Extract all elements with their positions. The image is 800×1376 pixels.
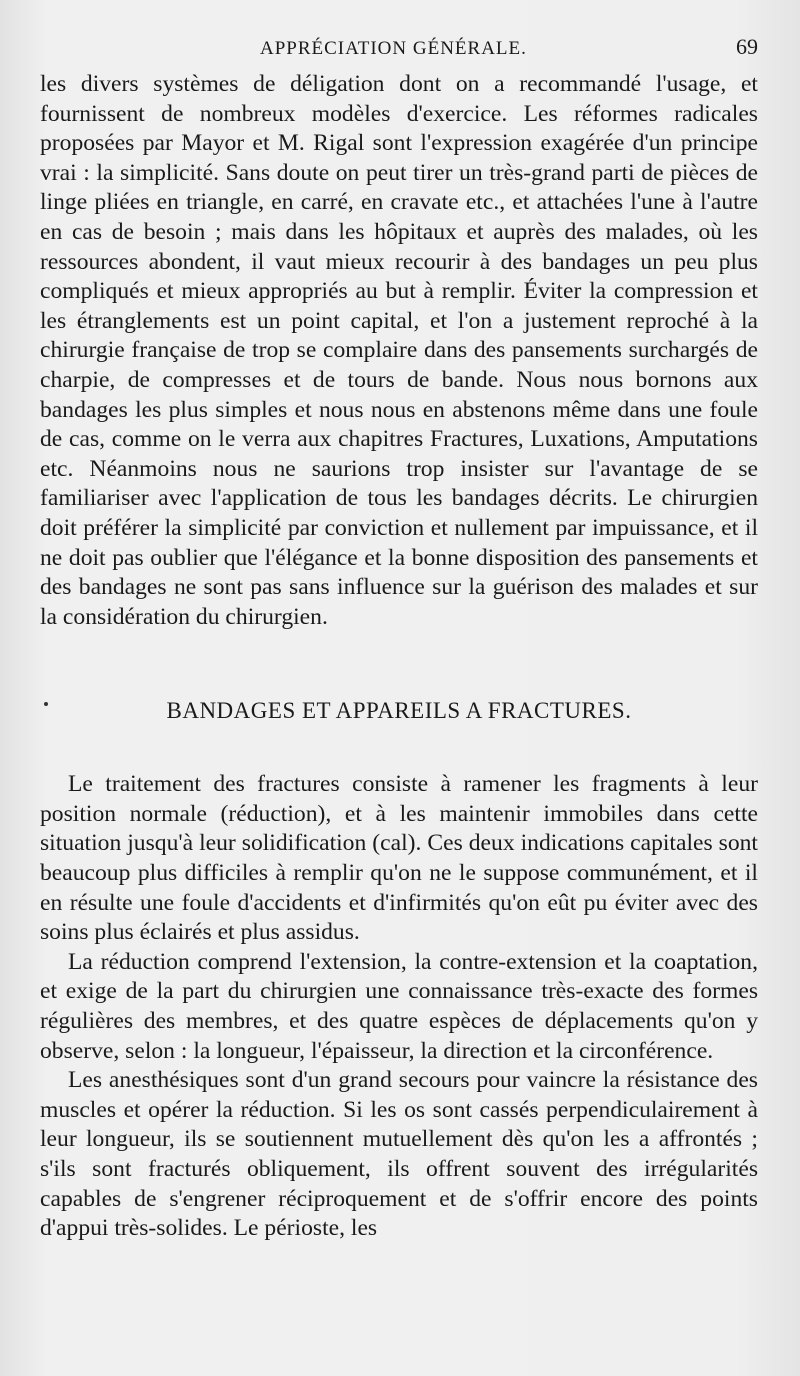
- paragraph-reduction: La réduction comprend l'extension, la contre-extension et la coaptation, et exige de la part du chirurgien une connaissance très-exacte des formes régulières des membres, et des quatre espèces de déplacements qu'on y observe, selon : la longueur, l'épaisseur, la direction et la circonférence.: [40, 948, 758, 1064]
- paragraph-continued: les divers systèmes de déligation dont on a recommandé l'usage, et fournissent de nombreux modèles d'exercice. Les réformes radicales proposées par Mayor et M. Rigal sont l'expression exagérée d'un principe vrai : la simplicité. Sans doute on peut tirer un très-grand parti de pièces de linge pliées en triangle, en carré, en cravate etc., et attachées l'une à l'autre en cas de besoin ; mais dans les hôpitaux et auprès des malades, où les ressources abondent, il vaut mieux recourir à des bandages un peu plus compliqués et mieux appropriés au but à remplir. Éviter la compression et les étranglements est un point capital, et l'on a justement reproché à la chirurgie française de trop se complaire dans des pansements surchargés de charpie, de compresses et de tours de bande. Nous nous bornons aux bandages les plus simples et nous nous en abstenons même dans une foule de cas, comme on le verra aux chapitres Fractures, Luxations, Amputations etc. Néanmoins nous ne saurions trop insister sur l'avantage de se familiariser avec l'application de tous les bandages décrits. Le chirurgien doit préférer la simplicité par conviction et nullement par impuissance, et il ne doit pas oublier que l'élégance et la bonne disposition des pansements et des bandages ne sont pas sans influence sur la guérison des malades et sur la considération du chirurgien.: [40, 71, 758, 630]
- section-heading: BANDAGES ET APPAREILS A FRACTURES.: [166, 698, 632, 724]
- paragraph-anesthetics: Les anesthésiques sont d'un grand secours pour vaincre la résistance des muscles et opérer la réduction. Si les os sont cassés perpendiculairement à leur longueur, ils se soutiennent mutuellement dès qu'on les a affrontés ; s'ils sont fracturés obliquement, ils offrent souvent des irrégularités capables de s'engrener réciproquement et de s'offrir encore des points d'appui très-solides. Le périoste, les: [40, 1067, 758, 1242]
- page-number: 69: [736, 34, 758, 59]
- running-header: [40, 30, 758, 70]
- paragraph-fracture-treatment: Le traitement des fractures consiste à ramener les fragments à leur position normale (réduction), et à les maintenir immobiles dans cette situation jusqu'à leur solidification (cal). Ces deux indications capitales sont beaucoup plus difficiles à remplir qu'on ne le suppose communément, et il en résulte une foule d'accidents et d'infirmités qu'on eût pu éviter avec des soins plus éclairés et plus assidus.: [40, 771, 758, 946]
- running-title: APPRÉCIATION GÉNÉRALE.: [260, 38, 527, 59]
- print-speck: [44, 702, 48, 706]
